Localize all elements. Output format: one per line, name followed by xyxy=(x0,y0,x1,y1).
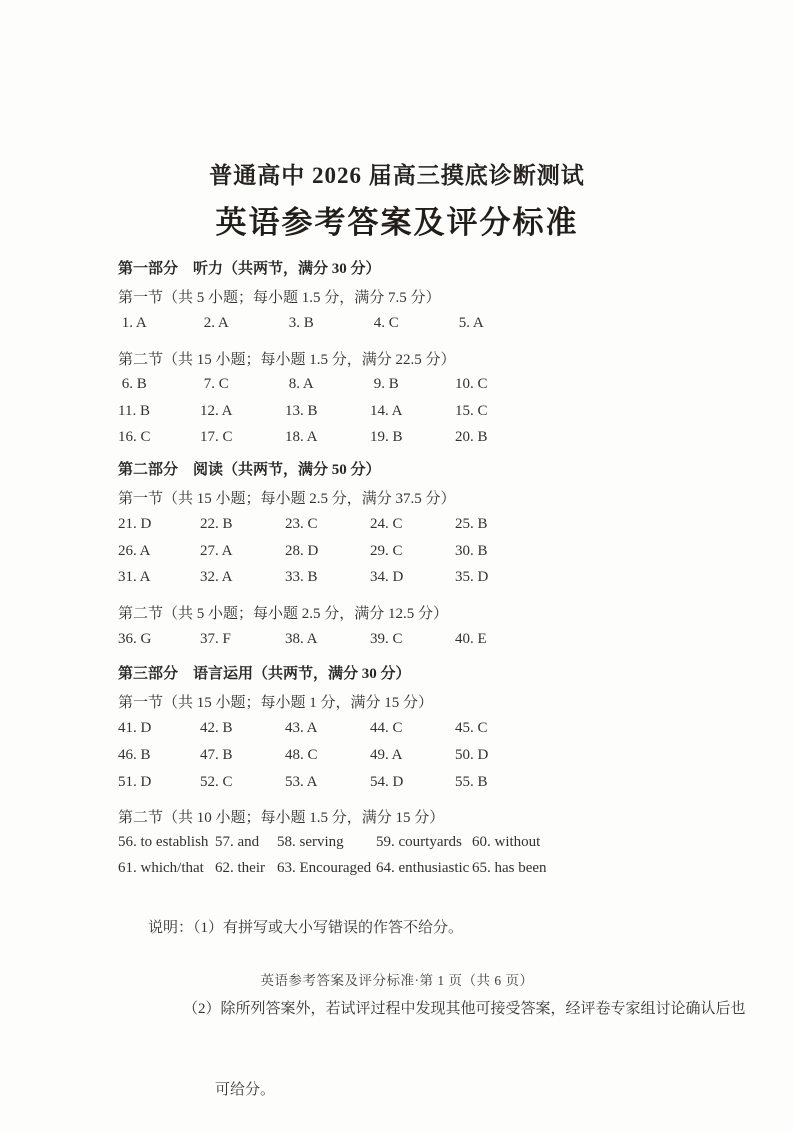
answer-cell: 65. has been xyxy=(472,860,547,876)
answer-cell: 49. A xyxy=(370,747,403,763)
answer-cell: 54. D xyxy=(370,774,404,790)
answer-cell: 38. A xyxy=(285,631,318,647)
answer-row-46-50 xyxy=(118,747,694,764)
answer-cell: 51. D xyxy=(118,774,152,790)
answer-cell: 16. C xyxy=(118,429,151,445)
answer-cell: 8. A xyxy=(285,376,314,392)
answer-cell: 59. courtyards xyxy=(376,834,462,850)
answer-row-1-5 xyxy=(118,315,694,332)
answer-key-body xyxy=(118,261,746,1131)
answer-row-36-40 xyxy=(118,631,694,648)
answer-cell: 9. B xyxy=(370,376,399,392)
answer-cell: 4. C xyxy=(370,315,399,331)
answer-cell: 24. C xyxy=(370,516,403,532)
answer-cell: 41. D xyxy=(118,720,152,736)
part-2-section-1-heading: 第一节（共 15 小题；每小题 2.5 分，满分 37.5 分） xyxy=(118,491,456,507)
answer-cell: 6. B xyxy=(118,376,147,392)
answer-cell: 52. C xyxy=(200,774,233,790)
answer-row-61-65 xyxy=(118,860,694,877)
answer-cell: 19. B xyxy=(370,429,403,445)
answer-row-51-55 xyxy=(118,774,694,791)
answer-cell: 25. B xyxy=(455,516,488,532)
note-item-number: （2） xyxy=(183,1001,221,1017)
answer-cell: 35. D xyxy=(455,569,489,585)
answer-cell: 28. D xyxy=(285,543,319,559)
answer-cell: 37. F xyxy=(200,631,231,647)
part-2-heading: 第二部分 阅读（共两节，满分 50 分） xyxy=(118,462,381,478)
answer-cell: 15. C xyxy=(455,403,488,419)
notes-label: 说明： xyxy=(148,920,194,936)
answer-cell: 62. their xyxy=(215,860,265,876)
answer-cell: 10. C xyxy=(455,376,488,392)
answer-row-26-30 xyxy=(118,543,694,560)
answer-cell: 56. to establish xyxy=(118,834,209,850)
answer-cell: 34. D xyxy=(370,569,404,585)
answer-row-41-45 xyxy=(118,720,694,737)
answer-row-21-25 xyxy=(118,516,694,533)
grading-notes xyxy=(118,888,746,1131)
answer-cell: 13. B xyxy=(285,403,318,419)
answer-cell: 29. C xyxy=(370,543,403,559)
answer-cell: 63. Encouraged xyxy=(277,860,372,876)
answer-cell: 64. enthusiastic xyxy=(376,860,470,876)
answer-cell: 60. without xyxy=(472,834,541,850)
answer-cell: 36. G xyxy=(118,631,152,647)
answer-cell: 50. D xyxy=(455,747,489,763)
part-2-section-2-heading: 第二节（共 5 小题；每小题 2.5 分，满分 12.5 分） xyxy=(118,606,449,622)
answer-cell: 57. and xyxy=(215,834,260,850)
answer-cell: 20. B xyxy=(455,429,488,445)
answer-row-31-35 xyxy=(118,569,694,586)
answer-cell: 46. B xyxy=(118,747,151,763)
note-item-number: （1） xyxy=(193,920,224,936)
answer-cell: 42. B xyxy=(200,720,233,736)
answer-cell: 33. B xyxy=(285,569,318,585)
answer-cell: 30. B xyxy=(455,543,488,559)
answer-cell: 45. C xyxy=(455,720,488,736)
answer-cell: 14. A xyxy=(370,403,403,419)
note-line-3 xyxy=(118,1050,694,1131)
note-line-1 xyxy=(118,888,694,969)
part-3-section-2-heading: 第二节（共 10 小题；每小题 1.5 分，满分 15 分） xyxy=(118,810,445,826)
answer-cell: 1. A xyxy=(118,315,147,331)
answer-cell: 2. A xyxy=(200,315,229,331)
answer-cell: 40. E xyxy=(455,631,487,647)
answer-cell: 17. C xyxy=(200,429,233,445)
part-3-section-1-heading: 第一节（共 15 小题；每小题 1 分，满分 15 分） xyxy=(118,695,434,711)
answer-cell: 47. B xyxy=(200,747,233,763)
answer-row-16-20 xyxy=(118,429,694,446)
answer-cell: 18. A xyxy=(285,429,318,445)
answer-row-56-60 xyxy=(118,834,694,851)
page-footer: 英语参考答案及评分标准·第 1 页（共 6 页） xyxy=(260,973,534,988)
answer-cell: 7. C xyxy=(200,376,229,392)
part-1-section-1-heading: 第一节（共 5 小题；每小题 1.5 分，满分 7.5 分） xyxy=(118,290,441,306)
answer-cell: 3. B xyxy=(285,315,314,331)
answer-cell: 39. C xyxy=(370,631,403,647)
part-3-heading: 第三部分 语言运用（共两节，满分 30 分） xyxy=(118,666,411,682)
note-item-text: 可给分。 xyxy=(215,1082,276,1098)
answer-cell: 44. C xyxy=(370,720,403,736)
answer-cell: 5. A xyxy=(455,315,484,331)
answer-cell: 26. A xyxy=(118,543,151,559)
answer-row-6-10 xyxy=(118,376,694,393)
answer-cell: 53. A xyxy=(285,774,318,790)
answer-cell: 32. A xyxy=(200,569,233,585)
part-1-heading: 第一部分 听力（共两节，满分 30 分） xyxy=(118,261,381,277)
answer-cell: 21. D xyxy=(118,516,152,532)
answer-cell: 61. which/that xyxy=(118,860,204,876)
answer-cell: 43. A xyxy=(285,720,318,736)
answer-cell: 58. serving xyxy=(277,834,344,850)
answer-row-11-15 xyxy=(118,403,694,420)
part-1-section-2-heading: 第二节（共 15 小题；每小题 1.5 分，满分 22.5 分） xyxy=(118,352,456,368)
note-item-text: 有拼写或大小写错误的作答不给分。 xyxy=(223,920,464,936)
answer-cell: 23. C xyxy=(285,516,318,532)
answer-cell: 31. A xyxy=(118,569,151,585)
answer-cell: 27. A xyxy=(200,543,233,559)
answer-cell: 12. A xyxy=(200,403,233,419)
exam-title: 普通高中 2026 届高三摸底诊断测试 xyxy=(209,163,585,188)
answer-cell: 55. B xyxy=(455,774,488,790)
answer-cell: 22. B xyxy=(200,516,233,532)
answer-cell: 48. C xyxy=(285,747,318,763)
answer-cell: 11. B xyxy=(118,403,150,419)
note-item-text: 除所列答案外，若试评过程中发现其他可接受答案，经评卷专家组讨论确认后也 xyxy=(220,1001,746,1017)
answer-key-title: 英语参考答案及评分标准 xyxy=(215,205,579,240)
